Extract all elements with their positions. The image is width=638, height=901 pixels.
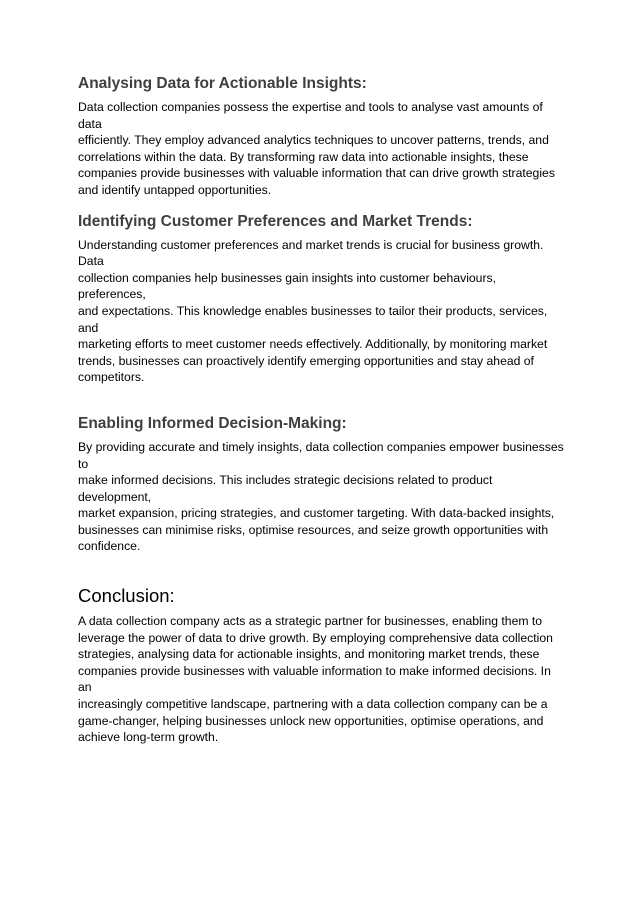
section-heading: Identifying Customer Preferences and Market Trends:: [78, 212, 473, 230]
section-paragraph: Understanding customer preferences and market trends is crucial for business growth. Data collection companies help businesses gain insights into customer behaviours, preferences, and expectations. This knowledge enables businesses to tailor their products, services, and marketing efforts to meet customer needs effectively. Additionally, by monitoring market trends, businesses can proactively identify emerging opportunities and stay ahead of competitors.: [78, 237, 548, 385]
section-customer-preferences: [78, 212, 564, 386]
section-paragraph: A data collection company acts as a strategic partner for businesses, enabling them to leverage the power of data to drive growth. By employing comprehensive data collection strategies, analysing data for actionable insights, and monitoring market trends, these companies provide businesses with valuable information to make informed decisions. In an increasingly competitive landscape, partnering with a data collection company can be a game-changer, helping businesses unlock new opportunities, optimise operations, and achieve long-term growth.: [78, 614, 553, 745]
section-informed-decisions: [78, 414, 564, 555]
conclusion-heading: Conclusion:: [78, 585, 175, 607]
section-conclusion: [78, 585, 564, 746]
section-heading: Analysing Data for Actionable Insights:: [78, 75, 367, 92]
section-paragraph: By providing accurate and timely insights, data collection companies empower businesses to make informed decisions. This includes strategic decisions related to product development, market expansion, pricing strategies, and customer targeting. With data-backed insights, businesses can minimise risks, optimise resources, and seize growth opportunities with confidence.: [78, 439, 564, 554]
document-content: [78, 74, 564, 746]
section-analysing-data: [78, 74, 564, 199]
section-heading: Enabling Informed Decision-Making:: [78, 414, 347, 432]
section-paragraph: Data collection companies possess the expertise and tools to analyse vast amounts of data efficiently. They employ advanced analytics techniques to uncover patterns, trends, and correlations within the data. By transforming raw data into actionable insights, these companies provide businesses with valuable information that can drive growth strategies and identify untapped opportunities.: [78, 100, 555, 197]
